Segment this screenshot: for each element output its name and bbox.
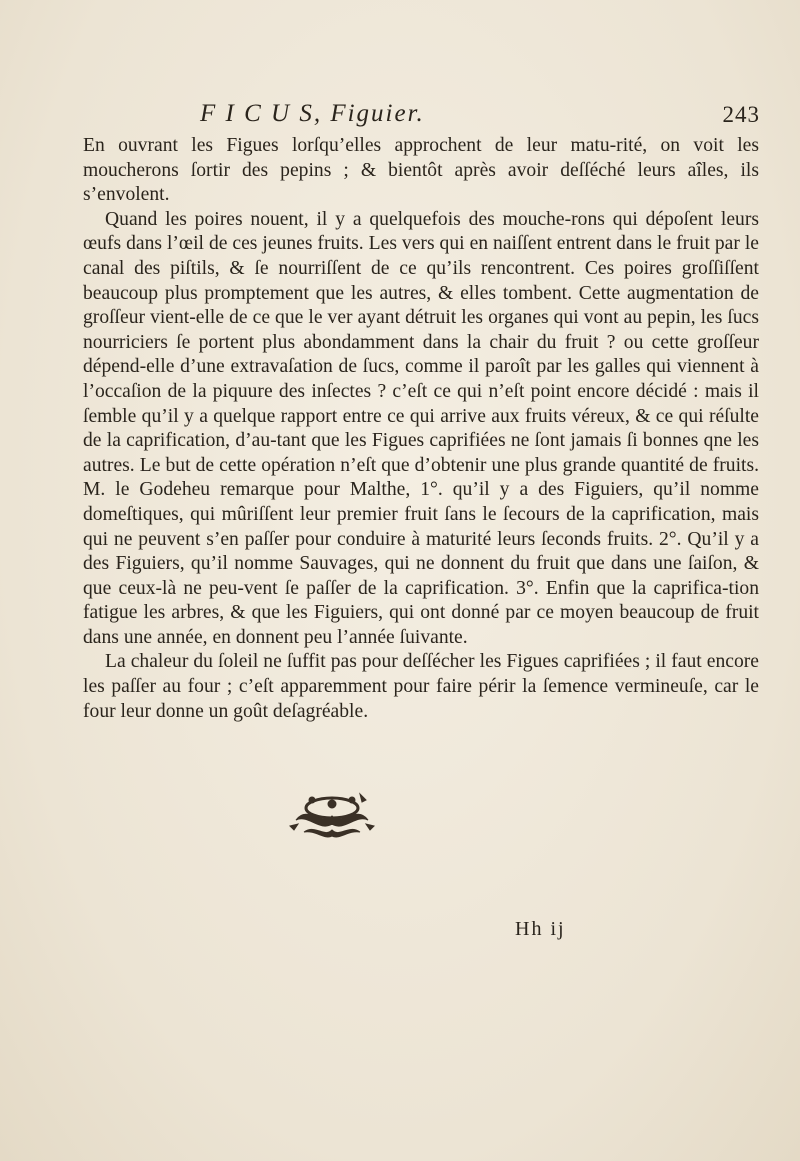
page-number: 243 [722,102,760,127]
signature-mark: Hh ij [515,918,566,940]
paragraph-2: Quand les poires nouent, il y a quelquefois des mouche-rons qui dépoſent leurs œufs dans l’œil de ces jeunes fruits. Les vers qui en naiſſent entrent dans le fruit par le canal des piſtils, & ſe nourriſſent de ce qu’ils rencontrent. Ces poires groſſiſſent beaucoup plus promptement que les autres, & elles tombent. Cette augmentation de groſſeur vient-elle de ce que le ver ayant détruit les organes qui vont au pepin, les ſucs nourriciers ſe portent plus abondamment dans la chair du fruit ? ou cette groſſeur dépend-elle d’une extravaſation de ſucs, comme il paroît par les galles qui viennent à l’occaſion de la piquure des inſectes ? c’eſt ce qui n’eſt point encore décidé : mais il ſemble qu’il y a quelque rapport entre ce qui arrive aux fruits véreux, & ce qui réſulte de la caprification, d’au-tant que les Figues caprifiées ne ſont jamais ſi bonnes qne les autres. Le but de cette opération n’eſt que d’obtenir une plus grande quantité de fruits. M. le Godeheu remarque pour Malthe, 1°. qu’il y a des Figuiers, qu’il nomme domeſtiques, qui mûriſſent leur premier fruit ſans le ſecours de la caprification, mais qui ne peuvent s’en paſſer pour conduire à maturité leurs ſeconds fruits. 2°. Qu’il y a des Figuiers, qu’il nomme Sauvages, qui ne donnent du fruit que dans une ſaiſon, & que ceux-là ne peu-vent ſe paſſer de la caprification. 3°. Enfin que la caprifica-tion fatigue les arbres, & que les Figuiers, qui ont donné par ce moyen beaucoup de fruit dans une année, en donnent peu l’année ſuivante. [83,208,759,648]
page-header [200,100,760,134]
fleuron-ornament-icon [282,790,382,842]
paragraph-1: En ouvrant les Figues lorſqu’elles approchent de leur matu-rité, on voit les moucherons ſortir des pepins ; & bientôt après avoir deſſéché leurs aîles, ils s’envolent. [83,135,759,206]
paragraph-3: La chaleur du ſoleil ne ſuffit pas pour deſſécher les Figues caprifiées ; il faut encore les paſſer au four ; c’eſt apparemment pour faire périr la ſemence vermineuſe, car le four leur donne un goût deſagréable. [83,651,759,722]
body-text [83,134,759,724]
running-title: F I C U S, Figuier. [200,100,425,127]
